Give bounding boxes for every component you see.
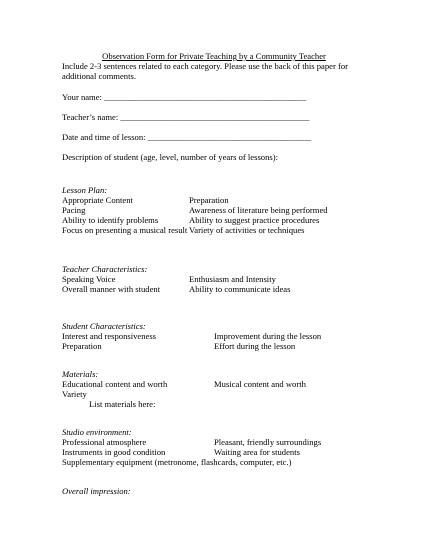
instructions-line-1: Include 2-3 sentences related to each category. Please use the back of this paper for bbox=[62, 61, 349, 71]
teacher-characteristics-item: Overall manner with student bbox=[62, 284, 161, 294]
teacher-characteristics-item: Speaking Voice bbox=[62, 274, 116, 284]
materials-item: Variety bbox=[62, 389, 87, 399]
student-characteristics-item: Interest and responsiveness bbox=[62, 331, 157, 341]
studio-environment-item: Professional atmosphere bbox=[62, 437, 147, 447]
student-characteristics-item: Improvement during the lesson bbox=[214, 331, 322, 341]
studio-environment-item: Instruments in good condition bbox=[62, 447, 166, 457]
lesson-plan-item: Awareness of literature being performed bbox=[189, 205, 328, 215]
studio-environment-item: Supplementary equipment (metronome, flashcards, computer, etc.) bbox=[62, 457, 292, 467]
teacher-name-field[interactable]: Teacher’s name: ____________________________________________ bbox=[62, 112, 310, 122]
materials-item: Educational content and worth bbox=[62, 379, 168, 389]
lesson-plan-item: Ability to suggest practice procedures bbox=[189, 215, 320, 225]
lesson-plan-item: Ability to identify problems bbox=[62, 215, 159, 225]
form-title: Observation Form for Private Teaching by a Community Teacher bbox=[102, 51, 326, 61]
lesson-plan-item: Pacing bbox=[62, 205, 86, 215]
studio-environment-item: Waiting area for students bbox=[214, 447, 300, 457]
student-characteristics-heading: Student Characteristics: bbox=[62, 321, 146, 331]
teacher-characteristics-item: Enthusiasm and Intensity bbox=[189, 274, 276, 284]
date-time-field[interactable]: Date and time of lesson: ______________________________________ bbox=[62, 132, 311, 142]
materials-heading: Materials: bbox=[62, 369, 99, 379]
student-characteristics-item: Preparation bbox=[62, 341, 102, 351]
instructions-line-2: additional comments. bbox=[62, 71, 136, 81]
lesson-plan-item: Focus on presenting a musical result bbox=[62, 225, 188, 235]
lesson-plan-heading: Lesson Plan: bbox=[62, 185, 108, 195]
studio-environment-heading: Studio environment: bbox=[62, 427, 132, 437]
lesson-plan-item: Appropriate Content bbox=[62, 195, 133, 205]
materials-list-prompt: List materials here: bbox=[89, 399, 156, 409]
your-name-field[interactable]: Your name: _______________________________________________ bbox=[62, 92, 307, 102]
materials-item: Musical content and worth bbox=[214, 379, 306, 389]
student-characteristics-item: Effort during the lesson bbox=[214, 341, 296, 351]
teacher-characteristics-heading: Teacher Characteristics: bbox=[62, 264, 148, 274]
lesson-plan-item: Preparation bbox=[189, 195, 229, 205]
lesson-plan-item: Variety of activities or techniques bbox=[189, 225, 305, 235]
overall-impression-heading: Overall impression: bbox=[62, 486, 131, 496]
studio-environment-item: Pleasant, friendly surroundings bbox=[214, 437, 322, 447]
teacher-characteristics-item: Ability to communicate ideas bbox=[189, 284, 291, 294]
student-description-field: Description of student (age, level, number of years of lessons): bbox=[62, 152, 278, 162]
